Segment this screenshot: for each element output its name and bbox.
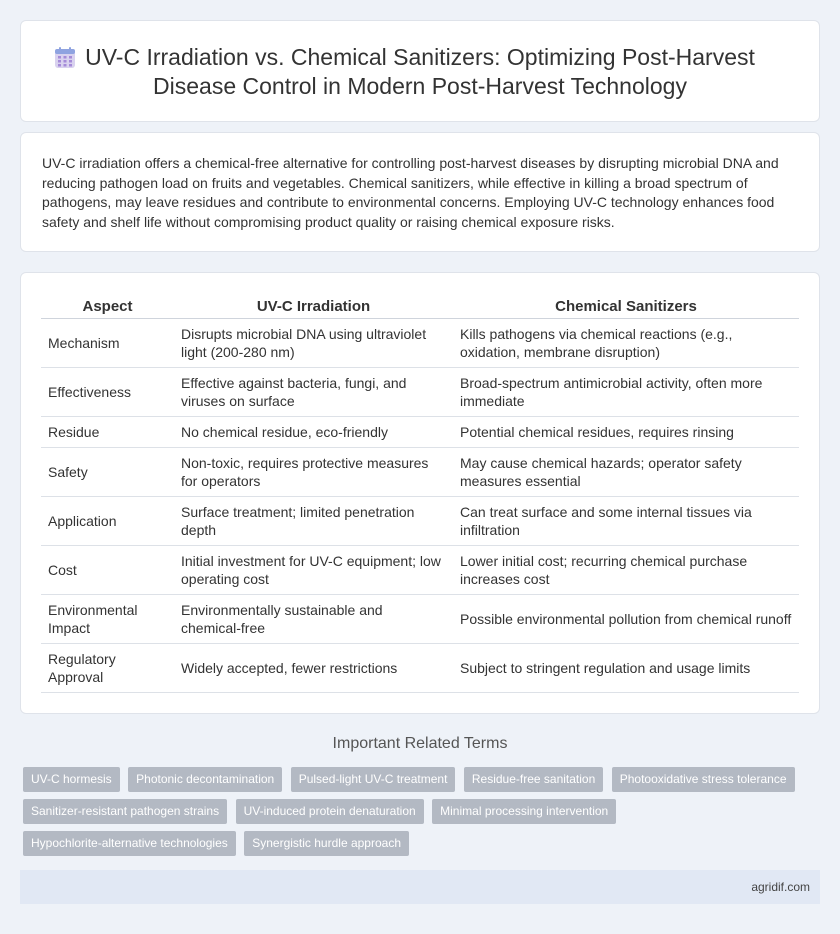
table-row (41, 448, 799, 497)
comparison-card (20, 272, 820, 714)
uvc-cell: Non-toxic, requires protective measures for operators (174, 448, 453, 497)
related-term-tag[interactable]: Hypochlorite-alternative technologies (23, 831, 236, 856)
chemical-cell: Subject to stringent regulation and usage limits (453, 644, 799, 693)
uvc-cell: Initial investment for UV-C equipment; low operating cost (174, 546, 453, 595)
page-title-line-2: Disease Control in Modern Post-Harvest Technology (153, 73, 687, 99)
table-row (41, 546, 799, 595)
aspect-cell: Cost (41, 546, 174, 595)
page-title (21, 43, 819, 101)
aspect-cell: Environmental Impact (41, 595, 174, 644)
title-card (20, 20, 820, 122)
aspect-cell: Application (41, 497, 174, 546)
aspect-cell: Mechanism (41, 319, 174, 368)
table-row (41, 644, 799, 693)
related-term-tag[interactable]: Minimal processing intervention (432, 799, 616, 824)
intro-card (20, 132, 820, 252)
table-row (41, 319, 799, 368)
table-header-row (41, 295, 799, 319)
related-term-tag[interactable]: Synergistic hurdle approach (244, 831, 409, 856)
related-term-tag[interactable]: Photonic decontamination (128, 767, 282, 792)
footer (20, 870, 820, 904)
related-term-tag[interactable]: Sanitizer-resistant pathogen strains (23, 799, 227, 824)
related-term-tag[interactable]: UV-C hormesis (23, 767, 120, 792)
uvc-cell: No chemical residue, eco-friendly (174, 417, 453, 448)
aspect-cell: Residue (41, 417, 174, 448)
chemical-cell: May cause chemical hazards; operator safety measures essential (453, 448, 799, 497)
uvc-cell: Surface treatment; limited penetration depth (174, 497, 453, 546)
page-title-line-1: UV-C Irradiation vs. Chemical Sanitizers: Optimizing Post-Harvest (85, 44, 755, 70)
chemical-cell: Lower initial cost; recurring chemical purchase increases cost (453, 546, 799, 595)
header-chemical: Chemical Sanitizers (453, 295, 799, 319)
footer-site-link[interactable]: agridif.com (751, 880, 810, 894)
chemical-cell: Can treat surface and some internal tissues via infiltration (453, 497, 799, 546)
aspect-cell: Effectiveness (41, 368, 174, 417)
header-aspect: Aspect (41, 295, 174, 319)
related-term-tag[interactable]: Pulsed-light UV-C treatment (291, 767, 456, 792)
related-terms-list (23, 767, 803, 863)
related-term-tag[interactable]: Residue-free sanitation (464, 767, 603, 792)
aspect-cell: Regulatory Approval (41, 644, 174, 693)
intro-paragraph: UV-C irradiation offers a chemical-free alternative for controlling post-harvest diseases by disrupting microbial DNA and reducing pathogen load on fruits and vegetables. Chemical sanitizers, while effective in killing a broad spectrum of pathogens, may leave residues and contribute to environmental concerns. Employing UV-C technology enhances food safety and shelf life without compromising product quality or raising chemical exposure risks. (42, 155, 779, 230)
related-term-tag[interactable]: Photooxidative stress tolerance (612, 767, 795, 792)
table-row (41, 417, 799, 448)
uvc-cell: Widely accepted, fewer restrictions (174, 644, 453, 693)
chemical-cell: Possible environmental pollution from chemical runoff (453, 595, 799, 644)
related-terms-heading: Important Related Terms (332, 735, 508, 752)
uvc-cell: Disrupts microbial DNA using ultraviolet light (200-280 nm) (174, 319, 453, 368)
table-row (41, 368, 799, 417)
chemical-cell: Kills pathogens via chemical reactions (e.g., oxidation, membrane disruption) (453, 319, 799, 368)
table-row (41, 595, 799, 644)
chemical-cell: Potential chemical residues, requires rinsing (453, 417, 799, 448)
chemical-cell: Broad-spectrum antimicrobial activity, often more immediate (453, 368, 799, 417)
table-row (41, 497, 799, 546)
uvc-cell: Environmentally sustainable and chemical-free (174, 595, 453, 644)
uvc-cell: Effective against bacteria, fungi, and viruses on surface (174, 368, 453, 417)
aspect-cell: Safety (41, 448, 174, 497)
related-term-tag[interactable]: UV-induced protein denaturation (236, 799, 424, 824)
comparison-table (41, 295, 799, 693)
header-uvc: UV-C Irradiation (174, 295, 453, 319)
